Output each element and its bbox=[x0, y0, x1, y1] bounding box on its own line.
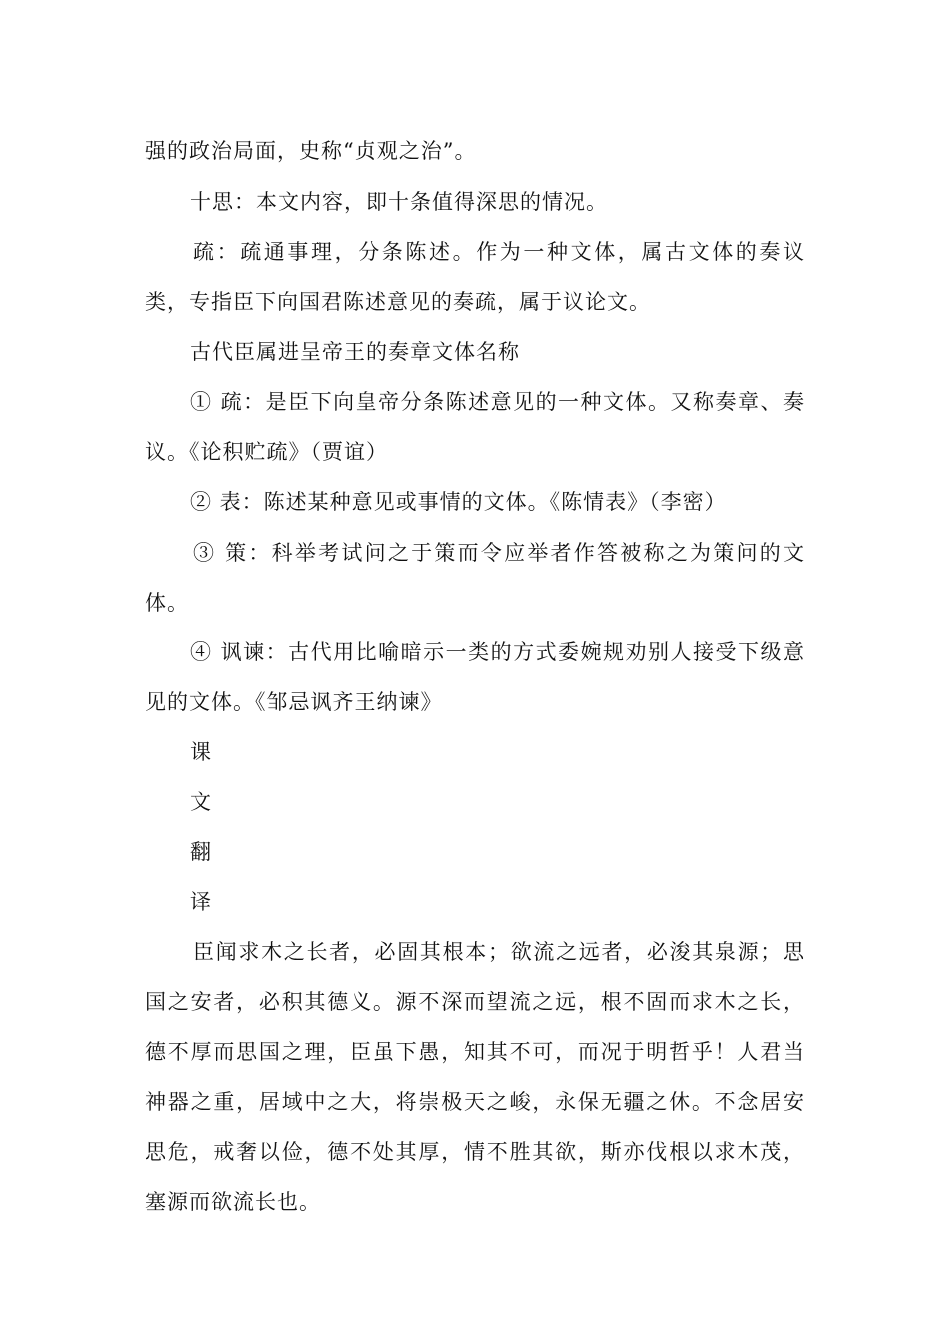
text-line-3: 疏：疏通事理，分条陈述。作为一种文体，属古文体的奏议 bbox=[193, 240, 805, 264]
text-line-20: 神器之重，居域中之大，将崇极天之峻，永保无疆之休。不念居安 bbox=[145, 1090, 805, 1114]
text-line-11: ④ 讽谏：古代用比喻暗示一类的方式委婉规劝别人接受下级意 bbox=[190, 640, 805, 664]
text-line-19: 德不厚而思国之理，臣虽下愚，知其不可，而况于明哲乎！人君当 bbox=[145, 1040, 805, 1064]
text-line-21: 思危，戒奢以俭，德不处其厚，情不胜其欲，斯亦伐根以求木茂， bbox=[145, 1140, 805, 1164]
text-line-7: 议。《论积贮疏》（贾谊） bbox=[145, 440, 388, 464]
text-line-12: 见的文体。《邹忌讽齐王纳谏》 bbox=[145, 690, 443, 714]
text-line-10: 体。 bbox=[145, 591, 189, 615]
text-line-8: ② 表：陈述某种意见或事情的文体。《陈情表》（李密） bbox=[190, 490, 727, 514]
text-line-2: 十思：本文内容，即十条值得深思的情况。 bbox=[190, 190, 608, 214]
vertical-heading-char-2: 文 bbox=[190, 790, 212, 814]
text-line-17: 臣闻求木之长者，必固其根本；欲流之远者，必浚其泉源；思 bbox=[193, 940, 805, 964]
vertical-heading-char-4: 译 bbox=[190, 890, 212, 914]
text-line-18: 国之安者，必积其德义。源不深而望流之远，根不固而求木之长， bbox=[145, 990, 805, 1014]
text-line-6: ① 疏：是臣下向皇帝分条陈述意见的一种文体。又称奏章、奏 bbox=[190, 390, 805, 414]
section-heading: 古代臣属进呈帝王的奏章文体名称 bbox=[190, 340, 520, 364]
text-line-1: 强的政治局面，史称“贞观之治”。 bbox=[145, 139, 477, 163]
text-line-4: 类，专指臣下向国君陈述意见的奏疏，属于议论文。 bbox=[145, 290, 651, 314]
vertical-heading-char-3: 翻 bbox=[190, 840, 212, 864]
text-line-9: ③ 策：科举考试问之于策而令应举者作答被称之为策问的文 bbox=[193, 541, 805, 565]
vertical-heading-char-1: 课 bbox=[190, 740, 212, 764]
text-line-22: 塞源而欲流长也。 bbox=[145, 1190, 321, 1214]
